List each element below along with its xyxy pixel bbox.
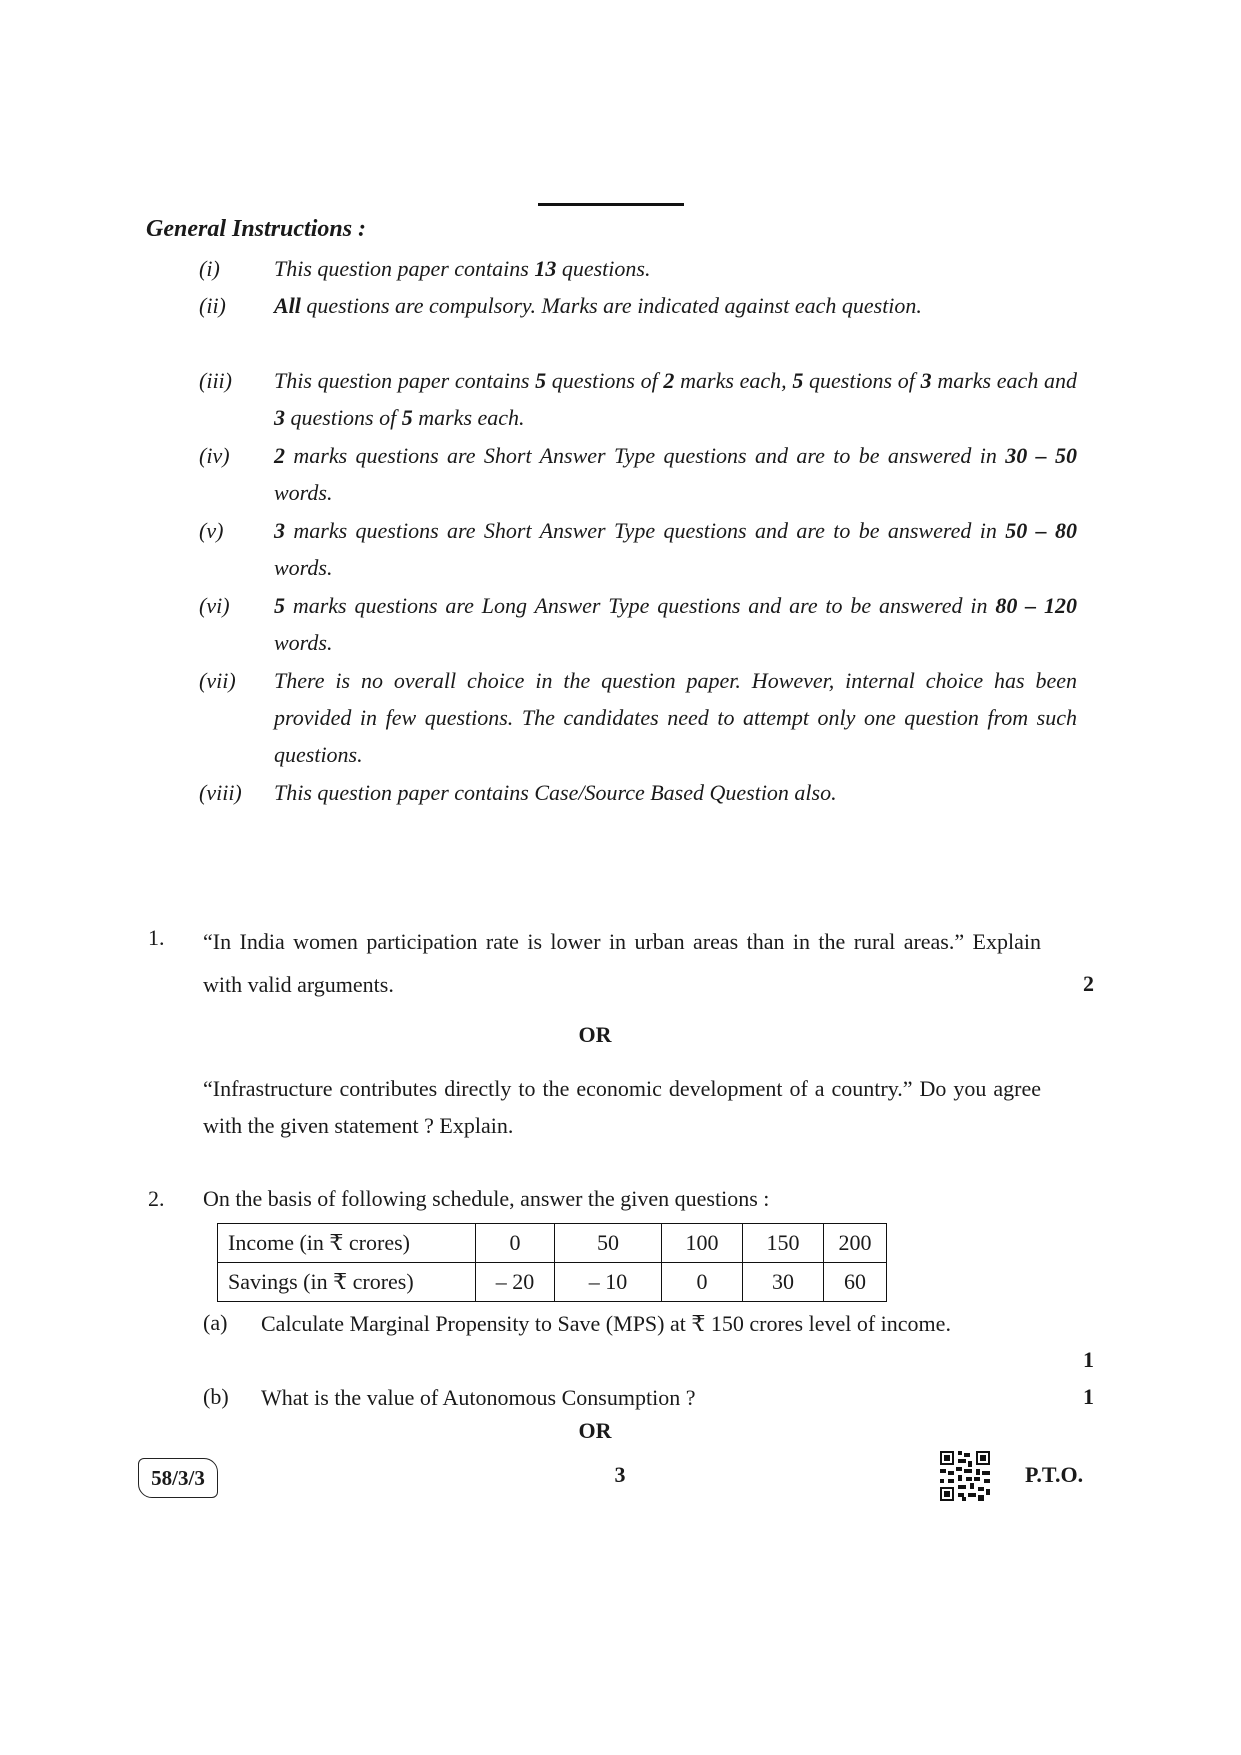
instruction-item [199,774,1077,811]
question-2b-label: (b) [203,1384,229,1409]
instruction-text: 3 marks questions are Short Answer Type questions and are to be answered in 50 – 80 words. [274,518,1077,580]
instruction-item [199,250,1077,287]
instruction-text: 5 marks questions are Long Answer Type questions and are to be answered in 80 – 120 words. [274,593,1077,655]
table-cell: 30 [743,1263,824,1302]
table-cell: 0 [476,1224,555,1263]
table-row [218,1224,887,1263]
table-cell: 50 [555,1224,662,1263]
instruction-number: (v) [199,518,224,543]
qr-code-icon [940,1451,990,1501]
instruction-text: 2 marks questions are Short Answer Type questions and are to be answered in 30 – 50 words. [274,443,1077,505]
question-2b-marks: 1 [1083,1384,1094,1409]
instruction-number: (vi) [199,593,230,618]
general-instructions-heading: General Instructions : [146,216,367,242]
page-number: 3 [614,1462,626,1487]
instruction-item [199,662,1077,773]
instruction-item [199,362,1077,436]
instruction-text: This question paper contains 13 questions. [274,256,651,281]
instruction-item [199,437,1077,511]
instruction-number: (viii) [199,780,242,805]
table-cell: 0 [662,1263,743,1302]
table-row-label: Savings (in ₹ crores) [218,1263,476,1302]
question-1-marks: 2 [1083,971,1094,996]
instruction-number: (i) [199,256,220,281]
top-rule [538,203,684,206]
table-cell: – 10 [555,1263,662,1302]
instruction-item [199,587,1077,661]
pto-label: P.T.O. [1025,1462,1084,1487]
instruction-number: (vii) [199,668,236,693]
instruction-number: (iv) [199,443,230,468]
question-2-number: 2. [148,1186,165,1211]
instruction-text: There is no overall choice in the question paper. However, internal choice has been provided in few questions. The candidates need to attempt only one question from such questions. [274,668,1077,767]
instruction-text: All questions are compulsory. Marks are indicated against each question. [274,293,922,318]
question-1-text: “In India women participation rate is lower in urban areas than in the rural areas.” Explain with valid arguments. [203,929,1041,997]
table-cell: – 20 [476,1263,555,1302]
instruction-number: (ii) [199,293,226,318]
instruction-item [199,512,1077,586]
question-1-number: 1. [148,925,165,950]
table-cell: 150 [743,1224,824,1263]
question-1-or: OR [578,1022,612,1047]
table-cell: 100 [662,1224,743,1263]
table-row-label: Income (in ₹ crores) [218,1224,476,1263]
paper-code-badge: 58/3/3 [138,1458,218,1498]
question-2-or: OR [578,1418,612,1443]
instruction-item [199,287,1077,324]
instruction-text: This question paper contains 5 questions of 2 marks each, 5 questions of 3 marks each and 3 questions of 5 marks each. [274,368,1078,430]
table-row [218,1263,887,1302]
instruction-text: This question paper contains Case/Source Based Question also. [274,780,837,805]
question-2b-text: What is the value of Autonomous Consumption ? [261,1385,696,1410]
table-cell: 200 [824,1224,887,1263]
table-cell: 60 [824,1263,887,1302]
question-1-alt-text: “Infrastructure contributes directly to the economic development of a country.” Do you agree with the given statement ? Explain. [203,1076,1041,1138]
question-2a-marks: 1 [1083,1347,1094,1372]
schedule-table [217,1223,887,1302]
question-2a-text: Calculate Marginal Propensity to Save (MPS) at ₹ 150 crores level of income. [261,1311,951,1336]
question-2-text: On the basis of following schedule, answer the given questions : [203,1186,770,1211]
question-2a-label: (a) [203,1310,228,1335]
instruction-number: (iii) [199,368,232,393]
